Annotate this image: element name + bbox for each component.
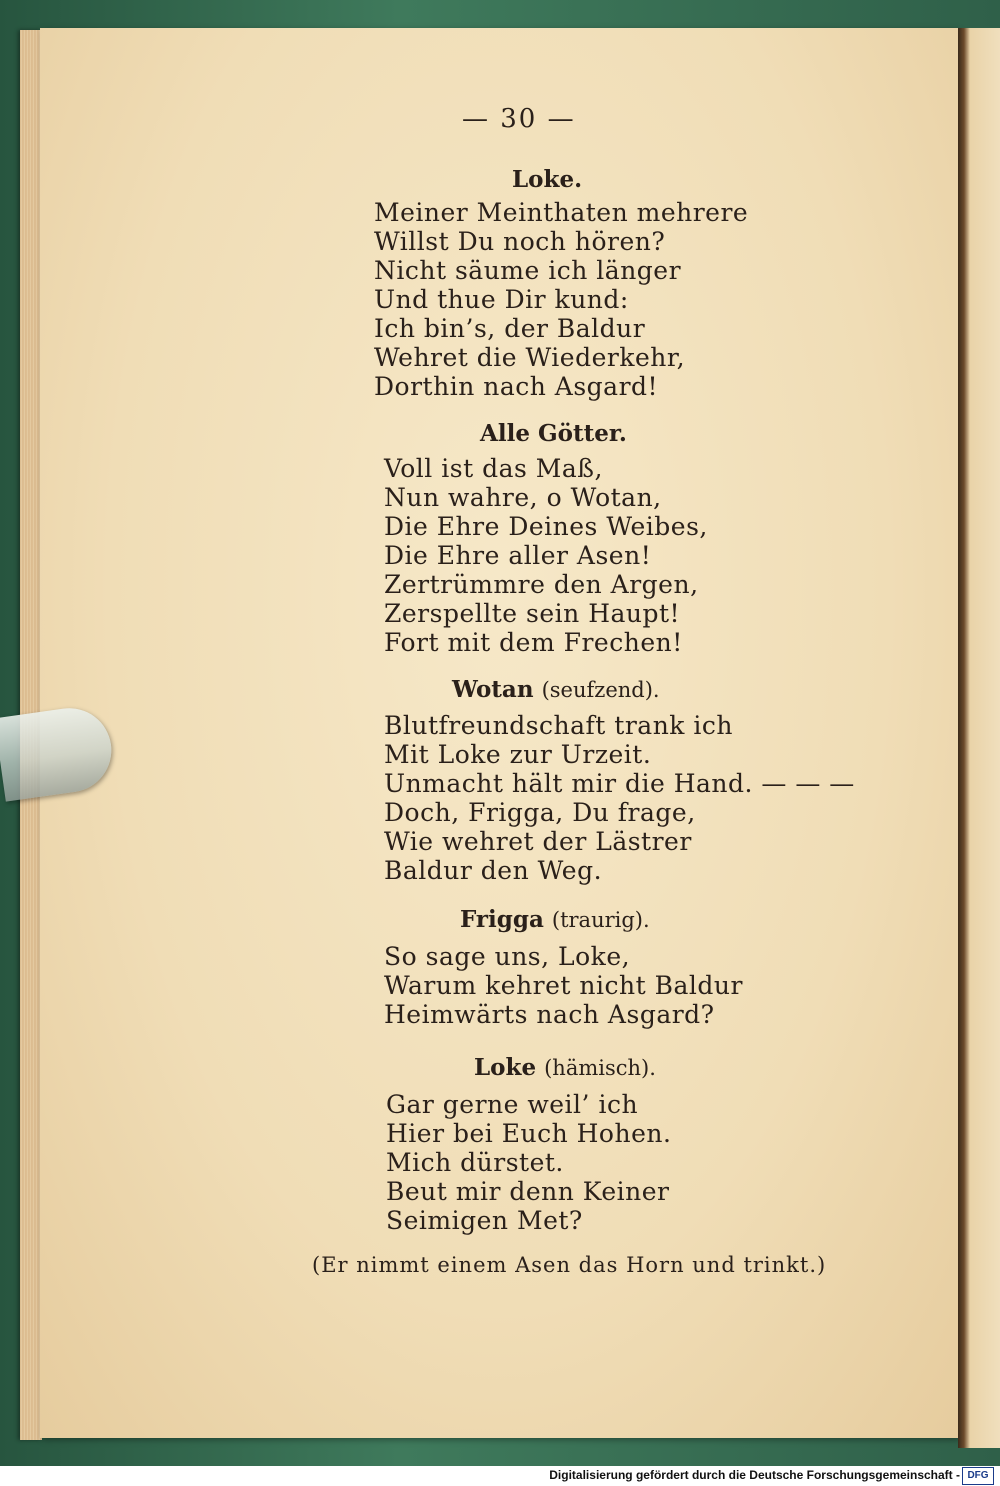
page-number: — 30 — xyxy=(462,104,576,134)
speaker-loke: Loke. xyxy=(512,166,583,193)
verse-line: Ich bin’s, der Baldur xyxy=(374,314,646,343)
stage-direction: (Er nimmt einem Asen das Horn und trinkt.) xyxy=(312,1253,827,1277)
verse-line: Seimigen Met? xyxy=(386,1206,583,1235)
verse-line: Nun wahre, o Wotan, xyxy=(384,483,662,512)
verse-line: Heimwärts nach Asgard? xyxy=(384,1000,715,1029)
verse-line: Fort mit dem Frechen! xyxy=(384,628,683,657)
speaker-loke xyxy=(474,1054,656,1081)
stage-direction-inline: (hämisch). xyxy=(544,1056,656,1080)
verse-line: Die Ehre aller Asen! xyxy=(384,541,652,570)
verse-line: Mit Loke zur Urzeit. xyxy=(384,740,652,769)
verse-line: Beut mir denn Keiner xyxy=(386,1177,670,1206)
stage-direction-inline: (seufzend). xyxy=(541,678,660,702)
verse-line: Die Ehre Deines Weibes, xyxy=(384,512,708,541)
verse-line: Voll ist das Maß, xyxy=(384,454,603,483)
verse-line: Baldur den Weg. xyxy=(384,856,603,885)
verse-line: Hier bei Euch Hohen. xyxy=(386,1119,672,1148)
verse-line: Dorthin nach Asgard! xyxy=(374,372,659,401)
verse-line: Blutfreundschaft trank ich xyxy=(384,711,733,740)
verse-line: Willst Du noch hören? xyxy=(374,227,666,256)
funding-credit: Digitalisierung gefördert durch die Deutsche Forschungsgemeinschaft - xyxy=(549,1468,960,1482)
stage-direction-inline: (traurig). xyxy=(551,908,650,932)
verse-line: Warum kehret nicht Baldur xyxy=(384,971,743,1000)
verse-line: Und thue Dir kund: xyxy=(374,285,629,314)
verse-line: Wie wehret der Lästrer xyxy=(384,827,692,856)
verse-line: Zertrümmre den Argen, xyxy=(384,570,699,599)
verse-line: Wehret die Wiederkehr, xyxy=(374,343,686,372)
verse-line: Gar gerne weil’ ich xyxy=(386,1090,639,1119)
verse-line: Nicht säume ich länger xyxy=(374,256,682,285)
verse-line: Meiner Meinthaten mehrere xyxy=(374,198,749,227)
dfg-logo: DFG xyxy=(962,1467,994,1485)
verse-line: Doch, Frigga, Du frage, xyxy=(384,798,696,827)
verse-line: Mich dürstet. xyxy=(386,1148,564,1177)
speaker-frigga xyxy=(460,906,650,933)
speaker-name: Frigga xyxy=(460,906,544,933)
speaker-name: Loke xyxy=(474,1054,537,1081)
verse-line: Unmacht hält mir die Hand. — — — xyxy=(384,769,855,798)
speaker-wotan xyxy=(452,676,660,703)
verse-line: So sage uns, Loke, xyxy=(384,942,631,971)
speaker-name: Wotan xyxy=(452,676,534,703)
speaker-alle-goetter: Alle Götter. xyxy=(480,420,627,447)
verse-line: Zerspellte sein Haupt! xyxy=(384,599,681,628)
